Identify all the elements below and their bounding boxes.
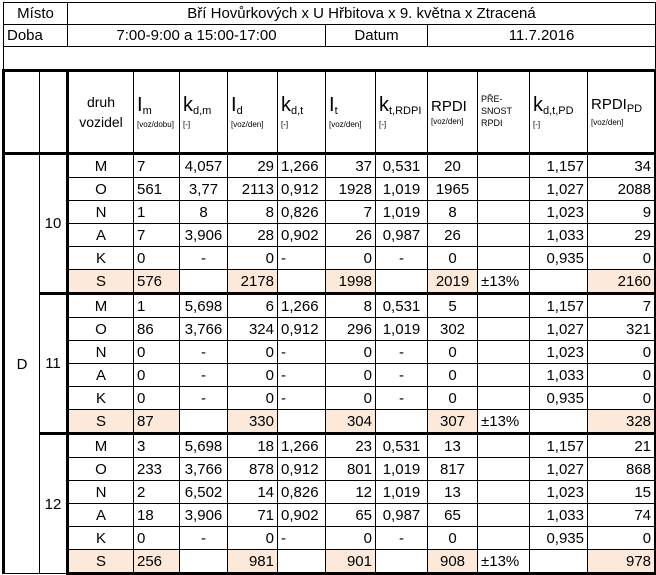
rpdipd-cell: 321 — [588, 318, 656, 341]
ktr-cell: - — [376, 247, 428, 270]
time-row — [4, 25, 656, 47]
vehicle-type-cell: A — [68, 504, 134, 527]
kdt-cell — [278, 270, 326, 294]
ktpd-cell: 1,023 — [530, 481, 588, 504]
table-row — [4, 458, 656, 481]
ktr-cell — [376, 410, 428, 434]
doba-value: 7:00-9:00 a 15:00-17:00 — [68, 25, 326, 47]
kdt-cell: - — [278, 341, 326, 364]
id-cell: 0 — [228, 387, 278, 410]
im-cell: 233 — [134, 458, 180, 481]
im-cell: 0 — [134, 364, 180, 387]
id-cell: 8 — [228, 201, 278, 224]
it-cell: 1998 — [326, 270, 376, 294]
header-it: $I_t$ [voz/den] — [326, 71, 376, 154]
it-cell: 23 — [326, 434, 376, 458]
hour-cell: 10 — [40, 154, 68, 294]
presnost-cell: ±13% — [478, 550, 530, 574]
ktr-cell: 1,019 — [376, 481, 428, 504]
table-row — [4, 481, 656, 504]
id-cell: 28 — [228, 224, 278, 247]
rpdipd-cell: 0 — [588, 341, 656, 364]
rpdi-cell: 307 — [428, 410, 478, 434]
vehicle-type-cell: K — [68, 387, 134, 410]
presnost-cell — [478, 504, 530, 527]
rpdipd-cell: 7 — [588, 294, 656, 318]
table-row — [4, 318, 656, 341]
rpdipd-cell: 0 — [588, 527, 656, 550]
kdt-cell: 0,912 — [278, 178, 326, 201]
table-row — [4, 154, 656, 178]
table-row — [4, 247, 656, 270]
vehicle-type-cell: A — [68, 364, 134, 387]
id-cell: 0 — [228, 247, 278, 270]
ktr-cell: - — [376, 364, 428, 387]
presnost-cell — [478, 178, 530, 201]
kdm-cell: 3,766 — [180, 458, 228, 481]
rpdipd-cell: 29 — [588, 224, 656, 247]
kdt-cell: - — [278, 527, 326, 550]
misto-value: Bří Hovůrkových x U Hřbitova x 9. května x Ztracená — [68, 3, 656, 25]
ktr-cell: - — [376, 341, 428, 364]
kdm-cell: - — [180, 387, 228, 410]
ktr-cell: 0,531 — [376, 154, 428, 178]
rpdi-cell: 0 — [428, 341, 478, 364]
sum-row — [4, 270, 656, 294]
vehicle-type-cell: N — [68, 481, 134, 504]
kdt-cell: 0,912 — [278, 458, 326, 481]
ktr-cell — [376, 270, 428, 294]
it-cell: 65 — [326, 504, 376, 527]
table-row — [4, 178, 656, 201]
table-row — [4, 387, 656, 410]
im-cell: 18 — [134, 504, 180, 527]
vehicle-type-cell: M — [68, 154, 134, 178]
presnost-cell — [478, 434, 530, 458]
rpdi-cell: 0 — [428, 527, 478, 550]
kdt-cell: - — [278, 364, 326, 387]
kdm-cell — [180, 550, 228, 574]
traffic-count-sheet — [2, 2, 654, 570]
vehicle-type-cell: A — [68, 224, 134, 247]
rpdi-cell: 26 — [428, 224, 478, 247]
rpdi-cell: 5 — [428, 294, 478, 318]
sum-row — [4, 410, 656, 434]
ktpd-cell: 1,157 — [530, 434, 588, 458]
it-cell: 0 — [326, 387, 376, 410]
presnost-cell — [478, 527, 530, 550]
kdt-cell — [278, 550, 326, 574]
kdt-cell: 1,266 — [278, 434, 326, 458]
kdt-cell: 0,902 — [278, 504, 326, 527]
rpdi-cell: 302 — [428, 318, 478, 341]
ktpd-cell: 1,027 — [530, 458, 588, 481]
id-cell: 981 — [228, 550, 278, 574]
blank-row — [4, 47, 656, 71]
ktpd-cell: 1,033 — [530, 364, 588, 387]
rpdipd-cell: 2088 — [588, 178, 656, 201]
kdt-cell: 0,826 — [278, 201, 326, 224]
it-cell: 26 — [326, 224, 376, 247]
table-row — [4, 201, 656, 224]
rpdi-cell: 817 — [428, 458, 478, 481]
im-cell: 3 — [134, 434, 180, 458]
it-cell: 901 — [326, 550, 376, 574]
rpdipd-cell: 34 — [588, 154, 656, 178]
rpdipd-cell: 328 — [588, 410, 656, 434]
im-cell: 7 — [134, 224, 180, 247]
it-cell: 7 — [326, 201, 376, 224]
kdm-cell — [180, 270, 228, 294]
ktpd-cell: 1,027 — [530, 318, 588, 341]
rpdi-cell: 0 — [428, 247, 478, 270]
id-cell: 330 — [228, 410, 278, 434]
im-cell: 87 — [134, 410, 180, 434]
it-cell: 304 — [326, 410, 376, 434]
it-cell: 0 — [326, 341, 376, 364]
table-row — [4, 364, 656, 387]
it-cell: 296 — [326, 318, 376, 341]
kdm-cell: 3,906 — [180, 504, 228, 527]
ktpd-cell: 1,033 — [530, 224, 588, 247]
ktr-cell: 1,019 — [376, 178, 428, 201]
ktpd-cell: 0,935 — [530, 527, 588, 550]
presnost-cell: ±13% — [478, 270, 530, 294]
kdm-cell: 6,502 — [180, 481, 228, 504]
vehicle-type-cell: S — [68, 550, 134, 574]
it-cell: 0 — [326, 527, 376, 550]
it-cell: 8 — [326, 294, 376, 318]
rpdipd-cell: 2160 — [588, 270, 656, 294]
rpdi-cell: 20 — [428, 154, 478, 178]
presnost-cell — [478, 247, 530, 270]
kdt-cell — [278, 410, 326, 434]
rpdi-cell: 65 — [428, 504, 478, 527]
traffic-table — [2, 2, 656, 575]
header-im: $I_m$ [voz/dobu] — [134, 71, 180, 154]
presnost-cell — [478, 364, 530, 387]
im-cell: 86 — [134, 318, 180, 341]
ktpd-cell — [530, 550, 588, 574]
table-row — [4, 341, 656, 364]
ktpd-cell: 0,935 — [530, 387, 588, 410]
rpdi-cell: 13 — [428, 434, 478, 458]
kdt-cell: 1,266 — [278, 154, 326, 178]
presnost-cell — [478, 224, 530, 247]
ktr-cell: 0,531 — [376, 434, 428, 458]
kdm-cell: - — [180, 247, 228, 270]
ktpd-cell: 0,935 — [530, 247, 588, 270]
ktr-cell — [376, 550, 428, 574]
ktr-cell: - — [376, 387, 428, 410]
kdm-cell: 8 — [180, 201, 228, 224]
ktpd-cell: 1,023 — [530, 341, 588, 364]
doba-label: Doba — [4, 25, 68, 47]
rpdipd-cell: 74 — [588, 504, 656, 527]
im-cell: 0 — [134, 247, 180, 270]
rpdipd-cell: 9 — [588, 201, 656, 224]
id-cell: 324 — [228, 318, 278, 341]
it-cell: 1928 — [326, 178, 376, 201]
table-row — [4, 224, 656, 247]
kdt-cell: 0,902 — [278, 224, 326, 247]
table-row — [4, 294, 656, 318]
id-cell: 878 — [228, 458, 278, 481]
ktpd-cell: 1,033 — [530, 504, 588, 527]
header-ktpd: $k_{d,t,PD}$ [-] — [530, 71, 588, 154]
vehicle-type-cell: K — [68, 527, 134, 550]
id-cell: 2178 — [228, 270, 278, 294]
header-kdt: $k_{d,t}$ [-] — [278, 71, 326, 154]
ktr-cell: 0,531 — [376, 294, 428, 318]
location-row — [4, 3, 656, 25]
table-row — [4, 504, 656, 527]
kdt-cell: - — [278, 247, 326, 270]
id-cell: 71 — [228, 504, 278, 527]
it-cell: 12 — [326, 481, 376, 504]
ktr-cell: 1,019 — [376, 458, 428, 481]
vehicle-type-cell: O — [68, 178, 134, 201]
id-cell: 14 — [228, 481, 278, 504]
vehicle-type-cell: M — [68, 294, 134, 318]
it-cell: 801 — [326, 458, 376, 481]
kdt-cell: 0,912 — [278, 318, 326, 341]
rpdi-cell: 1965 — [428, 178, 478, 201]
kdm-cell: 5,698 — [180, 434, 228, 458]
hour-cell: 11 — [40, 294, 68, 434]
im-cell: 256 — [134, 550, 180, 574]
id-cell: 0 — [228, 364, 278, 387]
vehicle-type-cell: O — [68, 318, 134, 341]
kdm-cell: - — [180, 527, 228, 550]
im-cell: 576 — [134, 270, 180, 294]
presnost-cell — [478, 387, 530, 410]
rpdi-cell: 908 — [428, 550, 478, 574]
kdm-cell: - — [180, 341, 228, 364]
ktpd-cell: 1,157 — [530, 154, 588, 178]
ktr-cell: 0,987 — [376, 224, 428, 247]
kdm-cell — [180, 410, 228, 434]
vehicle-type-cell: S — [68, 270, 134, 294]
header-ktr: $k_{t,RDPI}$ [-] — [376, 71, 428, 154]
it-cell: 0 — [326, 364, 376, 387]
vehicle-type-cell: M — [68, 434, 134, 458]
ktr-cell: - — [376, 527, 428, 550]
id-cell: 2113 — [228, 178, 278, 201]
rpdi-cell: 0 — [428, 387, 478, 410]
ktpd-cell: 1,023 — [530, 201, 588, 224]
rpdipd-cell: 978 — [588, 550, 656, 574]
header-druh-vozidel: druh vozidel — [68, 71, 134, 154]
im-cell: 0 — [134, 341, 180, 364]
presnost-cell — [478, 318, 530, 341]
datum-label: Datum — [326, 25, 428, 47]
vehicle-type-cell: S — [68, 410, 134, 434]
datum-value: 11.7.2016 — [428, 25, 656, 47]
rpdi-cell: 8 — [428, 201, 478, 224]
im-cell: 1 — [134, 294, 180, 318]
kdm-cell: 5,698 — [180, 294, 228, 318]
it-cell: 0 — [326, 247, 376, 270]
kdm-cell: - — [180, 364, 228, 387]
sum-row — [4, 550, 656, 574]
id-cell: 29 — [228, 154, 278, 178]
ktr-cell: 1,019 — [376, 201, 428, 224]
column-header-row — [4, 71, 656, 154]
im-cell: 7 — [134, 154, 180, 178]
im-cell: 0 — [134, 387, 180, 410]
kdm-cell: 3,906 — [180, 224, 228, 247]
presnost-cell — [478, 201, 530, 224]
im-cell: 0 — [134, 527, 180, 550]
id-cell: 0 — [228, 527, 278, 550]
id-cell: 6 — [228, 294, 278, 318]
rpdi-cell: 2019 — [428, 270, 478, 294]
im-cell: 1 — [134, 201, 180, 224]
rpdi-cell: 0 — [428, 364, 478, 387]
id-cell: 0 — [228, 341, 278, 364]
vehicle-type-cell: N — [68, 201, 134, 224]
kdt-cell: 0,826 — [278, 481, 326, 504]
im-cell: 561 — [134, 178, 180, 201]
presnost-cell: ±13% — [478, 410, 530, 434]
header-id: $I_d$ [voz/den] — [228, 71, 278, 154]
vehicle-type-cell: K — [68, 247, 134, 270]
rpdipd-cell: 21 — [588, 434, 656, 458]
misto-label: Místo — [4, 3, 68, 25]
im-cell: 2 — [134, 481, 180, 504]
rpdipd-cell: 15 — [588, 481, 656, 504]
kdm-cell: 3,766 — [180, 318, 228, 341]
header-rpdipd: $RPDI_{PD}$ [voz/den] — [588, 71, 656, 154]
rpdipd-cell: 868 — [588, 458, 656, 481]
presnost-cell — [478, 458, 530, 481]
table-row — [4, 527, 656, 550]
table-row — [4, 434, 656, 458]
kdm-cell: 3,77 — [180, 178, 228, 201]
direction-cell: D — [4, 154, 40, 574]
ktpd-cell: 1,157 — [530, 294, 588, 318]
ktpd-cell: 1,027 — [530, 178, 588, 201]
it-cell: 37 — [326, 154, 376, 178]
header-rpdi: RPDI [voz/den] — [428, 71, 478, 154]
kdm-cell: 4,057 — [180, 154, 228, 178]
id-cell: 18 — [228, 434, 278, 458]
presnost-cell — [478, 481, 530, 504]
presnost-cell — [478, 154, 530, 178]
presnost-cell — [478, 294, 530, 318]
kdt-cell: - — [278, 387, 326, 410]
hour-cell: 12 — [40, 434, 68, 574]
ktr-cell: 1,019 — [376, 318, 428, 341]
ktpd-cell — [530, 270, 588, 294]
vehicle-type-cell: O — [68, 458, 134, 481]
header-kdm: $k_{d,m}$ [-] — [180, 71, 228, 154]
rpdi-cell: 13 — [428, 481, 478, 504]
vehicle-type-cell: N — [68, 341, 134, 364]
kdt-cell: 1,266 — [278, 294, 326, 318]
rpdipd-cell: 0 — [588, 364, 656, 387]
ktpd-cell — [530, 410, 588, 434]
header-presnost: PŘE- SNOST RPDI — [478, 71, 530, 154]
ktr-cell: 0,987 — [376, 504, 428, 527]
rpdipd-cell: 0 — [588, 387, 656, 410]
presnost-cell — [478, 341, 530, 364]
rpdipd-cell: 0 — [588, 247, 656, 270]
